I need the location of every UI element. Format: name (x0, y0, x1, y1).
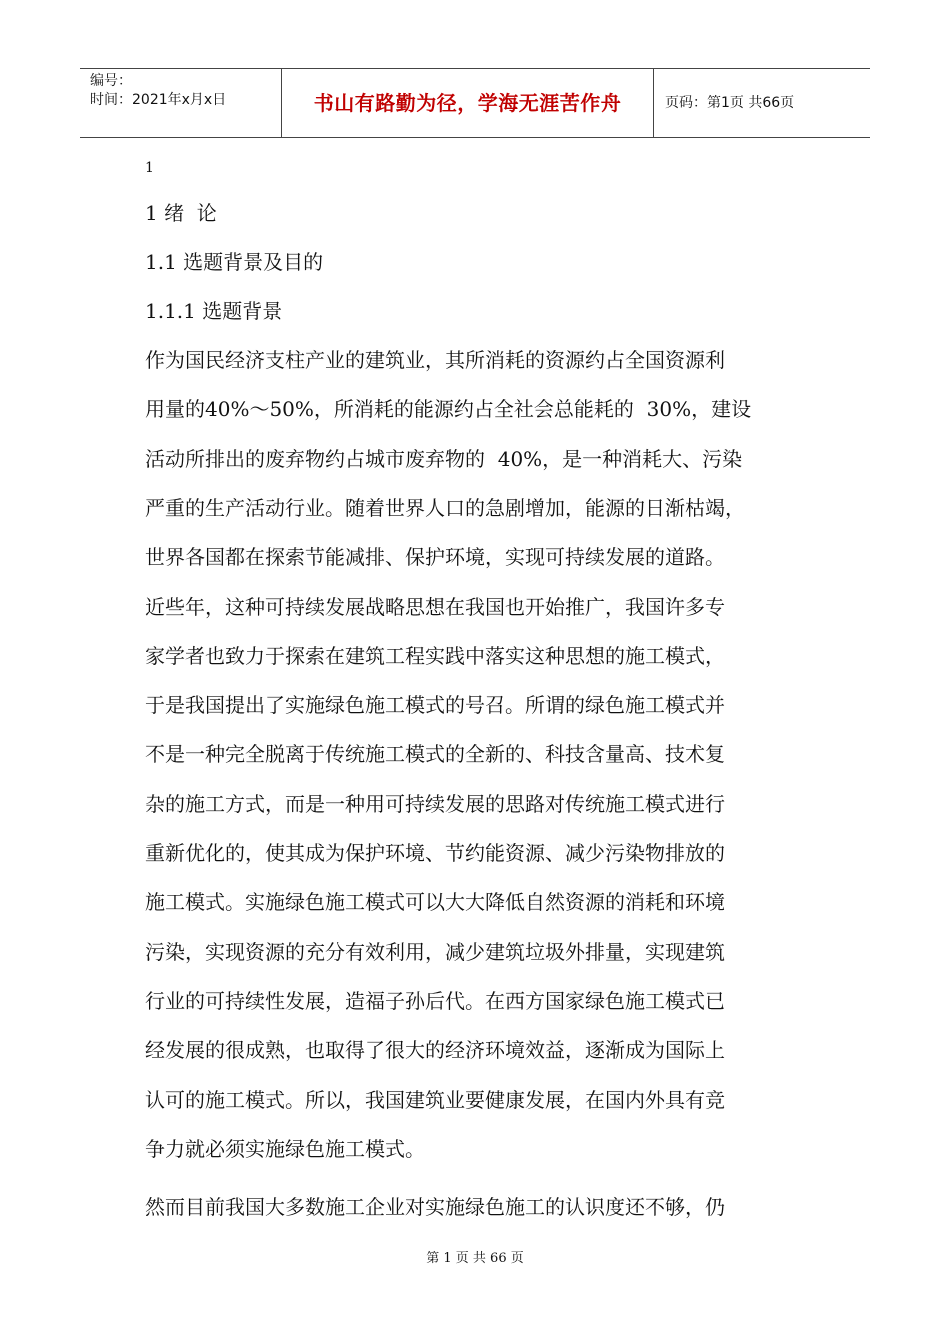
paragraph-line: 世界各国都在探索节能减排、保护环境，实现可持续发展的道路。 (145, 545, 725, 570)
paragraph-line: 家学者也致力于探索在建筑工程实践中落实这种思想的施工模式， (145, 643, 725, 668)
paragraph-line: 行业的可持续性发展，造福子孙后代。在西方国家绿色施工模式已 (145, 988, 725, 1013)
paragraph-line: 近些年，这种可持续发展战略思想在我国也开始推广，我国许多专 (145, 594, 725, 619)
paragraph-line: 杂的施工方式，而是一种用可持续发展的思路对传统施工模式进行 (145, 791, 725, 816)
number-label: 编号： (90, 73, 132, 89)
header-meta-cell (80, 69, 282, 137)
header-table (80, 68, 870, 138)
paragraph-line: 争力就必须实施绿色施工模式。 (145, 1136, 425, 1161)
paragraph-line: 重新优化的，使其成为保护环境、节约能资源、减少污染物排放的 (145, 841, 725, 865)
header-page-info: 页码：第1页 共66页 (665, 95, 795, 111)
chapter-heading: 1 绪 论 (145, 201, 217, 225)
header-motto: 书山有路勤为径，学海无涯苦作舟 (282, 69, 654, 137)
paragraph-line: 活动所排出的废弃物约占城市废弃物的 40%，是一种消耗大、污染 (145, 446, 743, 471)
section-heading: 1.1 选题背景及目的 (145, 250, 324, 274)
paragraph-line: 严重的生产活动行业。随着世界人口的急剧增加，能源的日渐枯竭， (145, 495, 745, 520)
subsection-heading: 1.1.1 选题背景 (145, 299, 283, 323)
paragraph-line: 然而目前我国大多数施工企业对实施绿色施工的认识度还不够，仍 (145, 1195, 725, 1219)
time-label: 时间：2021年x月x日 (90, 92, 227, 108)
paragraph-line: 认可的施工模式。所以，我国建筑业要健康发展，在国内外具有竞 (145, 1087, 725, 1112)
paragraph-line: 施工模式。实施绿色施工模式可以大大降低自然资源的消耗和环境 (145, 890, 725, 915)
paragraph-line: 经发展的很成熟，也取得了很大的经济环境效益，逐渐成为国际上 (145, 1038, 725, 1063)
page-footer: 第 1 页 共 66 页 (426, 1251, 524, 1266)
paragraph-line: 作为国民经济支柱产业的建筑业，其所消耗的资源约占全国资源利 (145, 348, 725, 372)
paragraph-line: 不是一种完全脱离于传统施工模式的全新的、科技含量高、技术复 (145, 742, 725, 767)
page-marker: 1 (145, 160, 154, 176)
paragraph-line: 用量的40%～50%，所消耗的能源约占全社会总能耗的 30%，建设 (145, 397, 752, 422)
paragraph-line: 污染，实现资源的充分有效利用，减少建筑垃圾外排量，实现建筑 (145, 939, 725, 964)
paragraph-line: 于是我国提出了实施绿色施工模式的号召。所谓的绿色施工模式并 (145, 693, 725, 718)
